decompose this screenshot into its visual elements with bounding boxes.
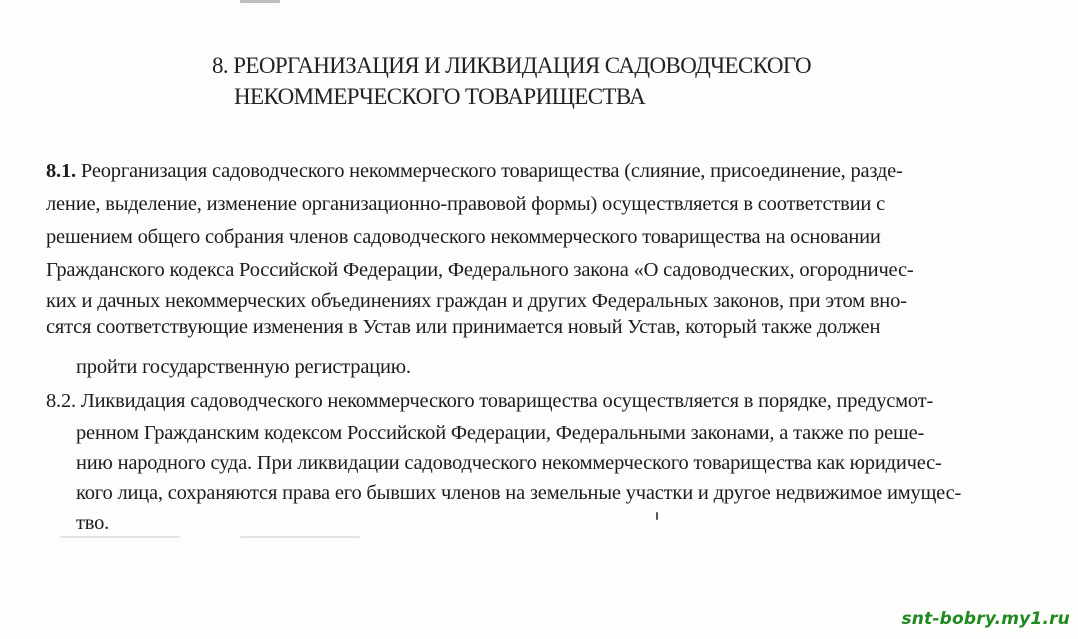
paragraph-8-1-line-2: ление, выделение, изменение организационно-правовой формы) осуществляется в соответствии с bbox=[46, 193, 886, 215]
section-number-8-1: 8.1. bbox=[46, 160, 76, 182]
section-heading bbox=[212, 50, 852, 112]
paragraph-8-1-text-1: Реорганизация садоводческого некоммерческого товарищества (слияние, присоединение, разде- bbox=[80, 160, 903, 182]
paragraph-8-2-line-5: тво. bbox=[76, 512, 110, 534]
paragraph-8-1-line-7: пройти государственную регистрацию. bbox=[76, 356, 411, 378]
heading-line-2: НЕКОММЕРЧЕСКОГО ТОВАРИЩЕСТВА bbox=[234, 84, 646, 109]
heading-line-1: 8. РЕОРГАНИЗАЦИЯ И ЛИКВИДАЦИЯ САДОВОДЧЕСКОГО bbox=[212, 53, 812, 78]
paragraph-8-2-line-4: кого лица, сохраняются права его бывших членов на земельные участки и другое недвижимое имущес- bbox=[76, 482, 962, 504]
site-watermark: snt-bobry.my1.ru bbox=[901, 609, 1070, 629]
paragraph-8-2-line-3: нию народного суда. При ликвидации садоводческого некоммерческого товарищества как юридичес- bbox=[76, 452, 942, 474]
paragraph-8-2-line-1 bbox=[46, 390, 933, 413]
scan-artifact bbox=[240, 536, 360, 538]
scan-artifact bbox=[60, 536, 180, 538]
paragraph-8-1-line-4: Гражданского кодекса Российской Федерации, Федерального закона «О садоводческих, огородничес- bbox=[46, 259, 914, 281]
scan-artifact bbox=[656, 512, 658, 520]
section-number-8-2: 8.2. bbox=[46, 390, 76, 412]
scan-artifact bbox=[240, 0, 280, 3]
paragraph-8-1-line-3: решением общего собрания членов садоводческого некоммерческого товарищества на основании bbox=[46, 226, 881, 248]
paragraph-8-1-line-5: ких и дачных некоммерческих объединениях граждан и других Федеральных законов, при этом вно- bbox=[46, 290, 907, 312]
paragraph-8-2-text-1: Ликвидация садоводческого некоммерческого товарищества осуществляется в порядке, предусмот- bbox=[80, 390, 934, 412]
paragraph-8-2-line-2: ренном Гражданским кодексом Российской Федерации, Федеральными законами, а также по реше- bbox=[76, 422, 925, 444]
paragraph-8-1-line-6: сятся соответствующие изменения в Устав или принимается новый Устав, который также должен bbox=[46, 316, 881, 338]
paragraph-8-1-line-1 bbox=[46, 160, 1036, 183]
